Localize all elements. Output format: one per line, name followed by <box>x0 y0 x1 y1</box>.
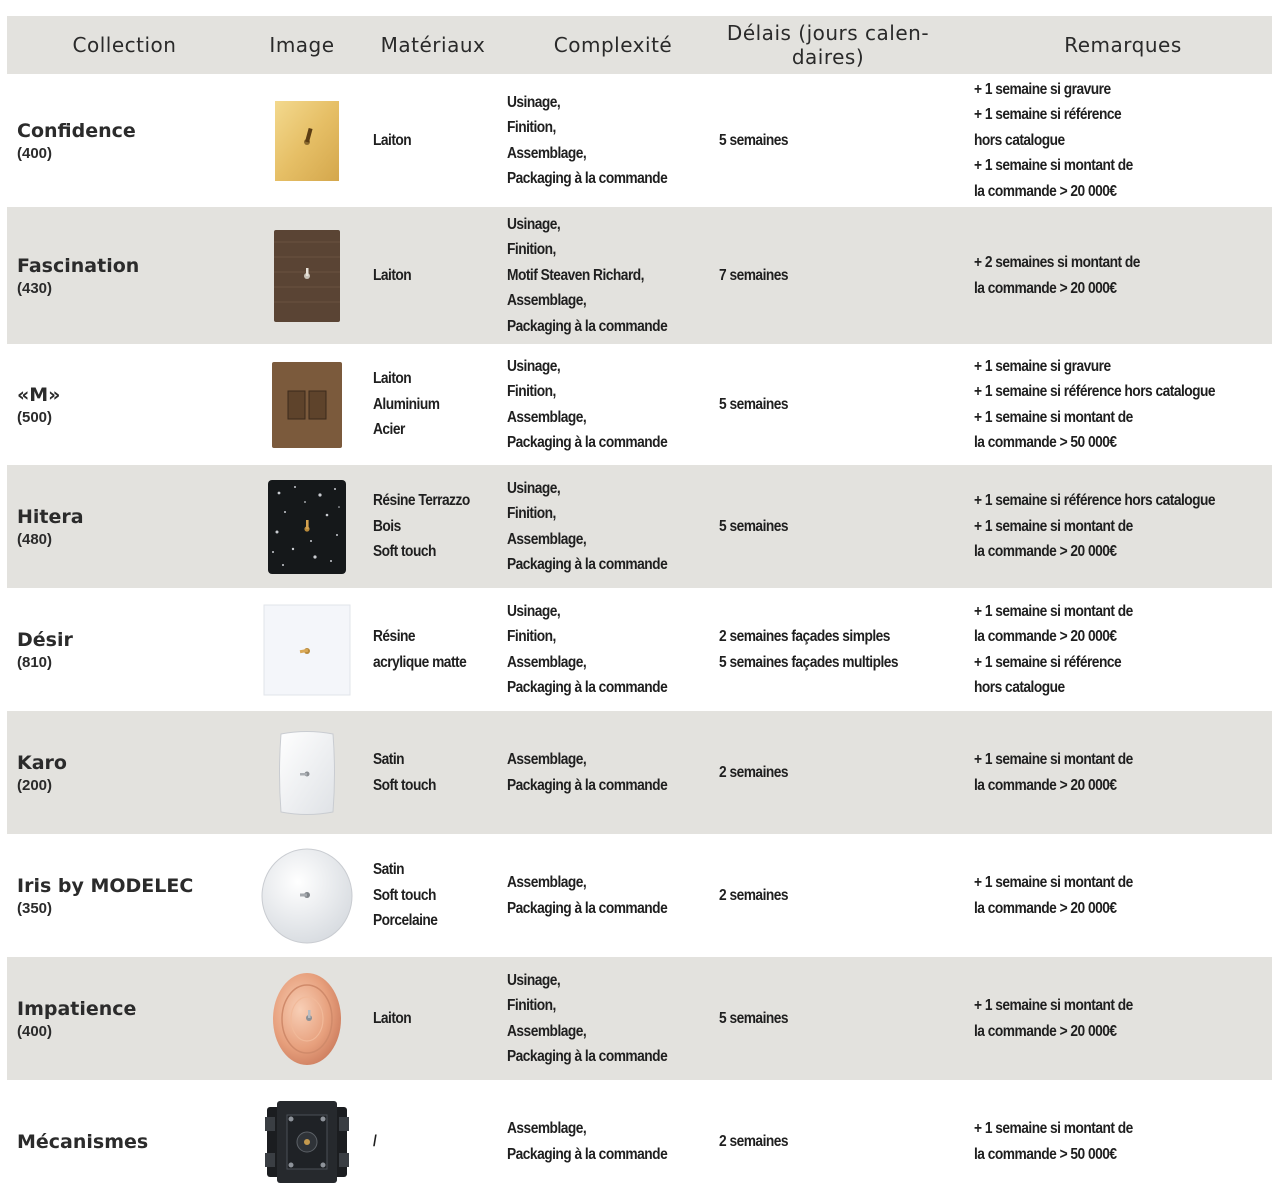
materiaux-cell <box>373 74 507 207</box>
header-collection: Collection <box>72 33 177 57</box>
table-row-karo <box>7 711 1272 834</box>
table-header <box>7 16 1272 74</box>
header-delais <box>719 16 937 74</box>
remarque-item: la commande > 20 000€ <box>974 182 1117 200</box>
product-image-white-round-switch <box>244 834 370 957</box>
complexite-item: Packaging à la commande <box>507 434 668 451</box>
collection-cell <box>17 957 242 1080</box>
materiaux-cell <box>373 957 507 1080</box>
collection-name: Fascination <box>17 254 140 277</box>
complexite-cell <box>507 207 719 344</box>
remarques-cell <box>974 1080 1272 1203</box>
materiau-item: Laiton <box>373 131 412 149</box>
remarque-item: + 1 semaine si référence hors catalogue <box>974 492 1216 510</box>
remarque-item: + 1 semaine si montant de <box>974 408 1133 426</box>
collection-name: Karo <box>17 751 67 774</box>
materiaux-cell <box>373 207 507 344</box>
complexite-item: Assemblage, <box>507 1022 587 1040</box>
delais-cell <box>719 465 974 588</box>
table-row-impatience <box>7 957 1272 1080</box>
delais-item: 7 semaines <box>719 266 789 284</box>
delais-cell <box>719 588 974 711</box>
collection-cell <box>17 834 242 957</box>
complexite-item: Finition, <box>507 241 556 259</box>
lead-times-table <box>7 16 1272 1203</box>
remarque-item: hors catalogue <box>974 679 1065 696</box>
collection-cell <box>17 711 242 834</box>
collection-code: (480) <box>17 530 53 548</box>
collection-code: (200) <box>17 776 53 794</box>
complexite-item: Packaging à la commande <box>507 556 668 573</box>
materiau-item: Laiton <box>373 266 412 284</box>
collection-name: Iris by MODELEC <box>17 874 194 897</box>
collection-code: (400) <box>17 1022 53 1040</box>
complexite-item: Assemblage, <box>507 292 587 310</box>
complexite-item: Usinage, <box>507 479 561 497</box>
delais-cell <box>719 207 974 344</box>
complexite-item: Assemblage, <box>507 530 587 548</box>
remarques-cell <box>974 344 1272 465</box>
complexite-item: Packaging à la commande <box>507 1048 668 1065</box>
header-delais-line2: daires) <box>791 45 865 69</box>
collection-code: (400) <box>17 144 53 162</box>
materiau-item: Satin <box>373 861 405 879</box>
collection-cell <box>17 465 242 588</box>
collection-cell <box>17 74 242 207</box>
collection-code: (500) <box>17 408 53 426</box>
collection-code: (430) <box>17 279 53 297</box>
delais-item: 2 semaines <box>719 763 789 781</box>
materiau-item: Soft touch <box>373 886 436 904</box>
remarque-item: + 1 semaine si référence <box>974 106 1122 124</box>
complexite-item: Usinage, <box>507 971 561 989</box>
complexite-item: Packaging à la commande <box>507 679 668 696</box>
complexite-cell <box>507 465 719 588</box>
table-row-iris <box>7 834 1272 957</box>
product-image-gold-switch <box>244 74 370 207</box>
materiaux-cell <box>373 588 507 711</box>
remarques-cell <box>974 588 1272 711</box>
remarque-item: la commande > 20 000€ <box>974 628 1117 645</box>
materiaux-cell <box>373 1080 507 1203</box>
delais-cell <box>719 834 974 957</box>
product-image-white-square-switch <box>244 711 370 834</box>
header-image: Image <box>269 33 335 57</box>
complexite-item: Finition, <box>507 997 556 1014</box>
collection-name: Mécanismes <box>17 1130 149 1153</box>
product-image-copper-round-switch <box>244 957 370 1080</box>
delais-item: 5 semaines <box>719 1009 789 1027</box>
materiau-item: Bois <box>373 517 401 535</box>
product-image-terrazzo-switch <box>244 465 370 588</box>
collection-cell <box>17 588 242 711</box>
remarque-item: + 1 semaine si montant de <box>974 602 1133 620</box>
complexite-item: Assemblage, <box>507 874 587 891</box>
complexite-item: Assemblage, <box>507 144 587 162</box>
header-delais-line1: Délais (jours calen- <box>726 21 930 45</box>
materiau-item: Soft touch <box>373 776 436 794</box>
materiaux-cell <box>373 344 507 465</box>
complexite-item: Assemblage, <box>507 751 587 768</box>
table-row-desir <box>7 588 1272 711</box>
materiau-item: Aluminium <box>373 395 440 413</box>
delais-cell <box>719 74 974 207</box>
materiaux-cell <box>373 711 507 834</box>
materiau-item: / <box>373 1132 377 1150</box>
remarque-item: la commande > 20 000€ <box>974 543 1117 561</box>
delais-cell <box>719 1080 974 1203</box>
complexite-item: Packaging à la commande <box>507 170 668 187</box>
complexite-cell <box>507 588 719 711</box>
collection-name: Désir <box>17 628 73 651</box>
remarques-cell <box>974 74 1272 207</box>
table-row-fascination <box>7 207 1272 344</box>
table-row-hitera <box>7 465 1272 588</box>
collection-name: Confidence <box>17 119 136 142</box>
table-row-confidence <box>7 74 1272 207</box>
materiau-item: Résine Terrazzo <box>373 492 470 510</box>
complexite-item: Packaging à la commande <box>507 1145 668 1163</box>
remarque-item: + 1 semaine si montant de <box>974 157 1133 175</box>
materiaux-cell <box>373 834 507 957</box>
delais-item: 5 semaines façades multiples <box>719 653 899 671</box>
complexite-item: Usinage, <box>507 93 561 111</box>
complexite-item: Finition, <box>507 505 556 522</box>
complexite-cell <box>507 344 719 465</box>
collection-name: Impatience <box>17 997 137 1020</box>
complexite-cell <box>507 1080 719 1203</box>
remarque-item: la commande > 20 000€ <box>974 899 1117 917</box>
delais-item: 2 semaines <box>719 886 789 904</box>
remarque-item: la commande > 20 000€ <box>974 1022 1117 1040</box>
remarque-item: + 1 semaine si référence <box>974 653 1122 671</box>
complexite-item: Packaging à la commande <box>507 317 668 335</box>
remarque-item: la commande > 20 000€ <box>974 776 1117 794</box>
materiau-item: Résine <box>373 628 416 645</box>
remarques-cell <box>974 834 1272 957</box>
remarques-cell <box>974 465 1272 588</box>
header-complexite: Complexité <box>553 33 673 57</box>
delais-item: 5 semaines <box>719 131 789 149</box>
complexite-cell <box>507 711 719 834</box>
remarques-cell <box>974 957 1272 1080</box>
materiau-item: acrylique matte <box>373 653 467 671</box>
remarque-item: + 1 semaine si montant de <box>974 997 1133 1014</box>
remarque-item: la commande > 50 000€ <box>974 1145 1117 1163</box>
remarque-item: + 1 semaine si montant de <box>974 1120 1133 1137</box>
product-image-bronze-switch <box>244 207 370 344</box>
complexite-item: Usinage, <box>507 602 561 620</box>
product-image-mechanism <box>244 1080 370 1203</box>
remarque-item: + 1 semaine si montant de <box>974 751 1133 768</box>
delais-item: 2 semaines <box>719 1132 789 1150</box>
remarque-item: + 1 semaine si référence hors catalogue <box>974 383 1216 400</box>
collection-code: (810) <box>17 653 53 671</box>
remarque-item: + 1 semaine si montant de <box>974 517 1133 535</box>
complexite-item: Finition, <box>507 628 556 645</box>
header-materiaux: Matériaux <box>380 33 486 57</box>
table-row-m <box>7 344 1272 465</box>
complexite-item: Usinage, <box>507 357 561 375</box>
remarque-item: la commande > 20 000€ <box>974 279 1117 297</box>
complexite-item: Finition, <box>507 119 556 136</box>
product-image-white-resin-switch <box>244 588 370 711</box>
delais-item: 2 semaines façades simples <box>719 628 890 645</box>
complexite-item: Packaging à la commande <box>507 899 668 917</box>
table-row-mecanismes <box>7 1080 1272 1203</box>
remarques-cell <box>974 711 1272 834</box>
header-remarques: Remarques <box>1064 33 1182 57</box>
collection-name: «M» <box>17 383 61 406</box>
complexite-item: Assemblage, <box>507 653 587 671</box>
delais-item: 5 semaines <box>719 395 789 413</box>
remarque-item: + 1 semaine si gravure <box>974 357 1111 375</box>
collection-cell <box>17 344 242 465</box>
complexite-item: Usinage, <box>507 215 561 233</box>
materiau-item: Laiton <box>373 370 412 388</box>
delais-cell <box>719 711 974 834</box>
complexite-cell <box>507 834 719 957</box>
complexite-item: Assemblage, <box>507 1120 587 1137</box>
remarque-item: + 1 semaine si gravure <box>974 80 1111 98</box>
materiaux-cell <box>373 465 507 588</box>
collection-code: (350) <box>17 899 53 917</box>
materiau-item: Acier <box>373 421 405 439</box>
product-image-double-rocker <box>244 344 370 465</box>
delais-item: 5 semaines <box>719 517 789 535</box>
delais-cell <box>719 957 974 1080</box>
materiau-item: Porcelaine <box>373 912 438 930</box>
complexite-cell <box>507 957 719 1080</box>
remarque-item: + 1 semaine si montant de <box>974 874 1133 891</box>
complexite-cell <box>507 74 719 207</box>
collection-cell <box>17 207 242 344</box>
remarque-item: + 2 semaines si montant de <box>974 254 1140 271</box>
materiau-item: Laiton <box>373 1009 412 1027</box>
collection-name: Hitera <box>17 505 84 528</box>
delais-cell <box>719 344 974 465</box>
complexite-item: Motif Steaven Richard, <box>507 266 644 284</box>
remarque-item: la commande > 50 000€ <box>974 434 1117 451</box>
collection-cell <box>17 1080 242 1203</box>
remarque-item: hors catalogue <box>974 131 1065 149</box>
materiau-item: Satin <box>373 751 405 768</box>
complexite-item: Packaging à la commande <box>507 776 668 794</box>
materiau-item: Soft touch <box>373 543 436 561</box>
complexite-item: Finition, <box>507 383 556 400</box>
remarques-cell <box>974 207 1272 344</box>
complexite-item: Assemblage, <box>507 408 587 426</box>
